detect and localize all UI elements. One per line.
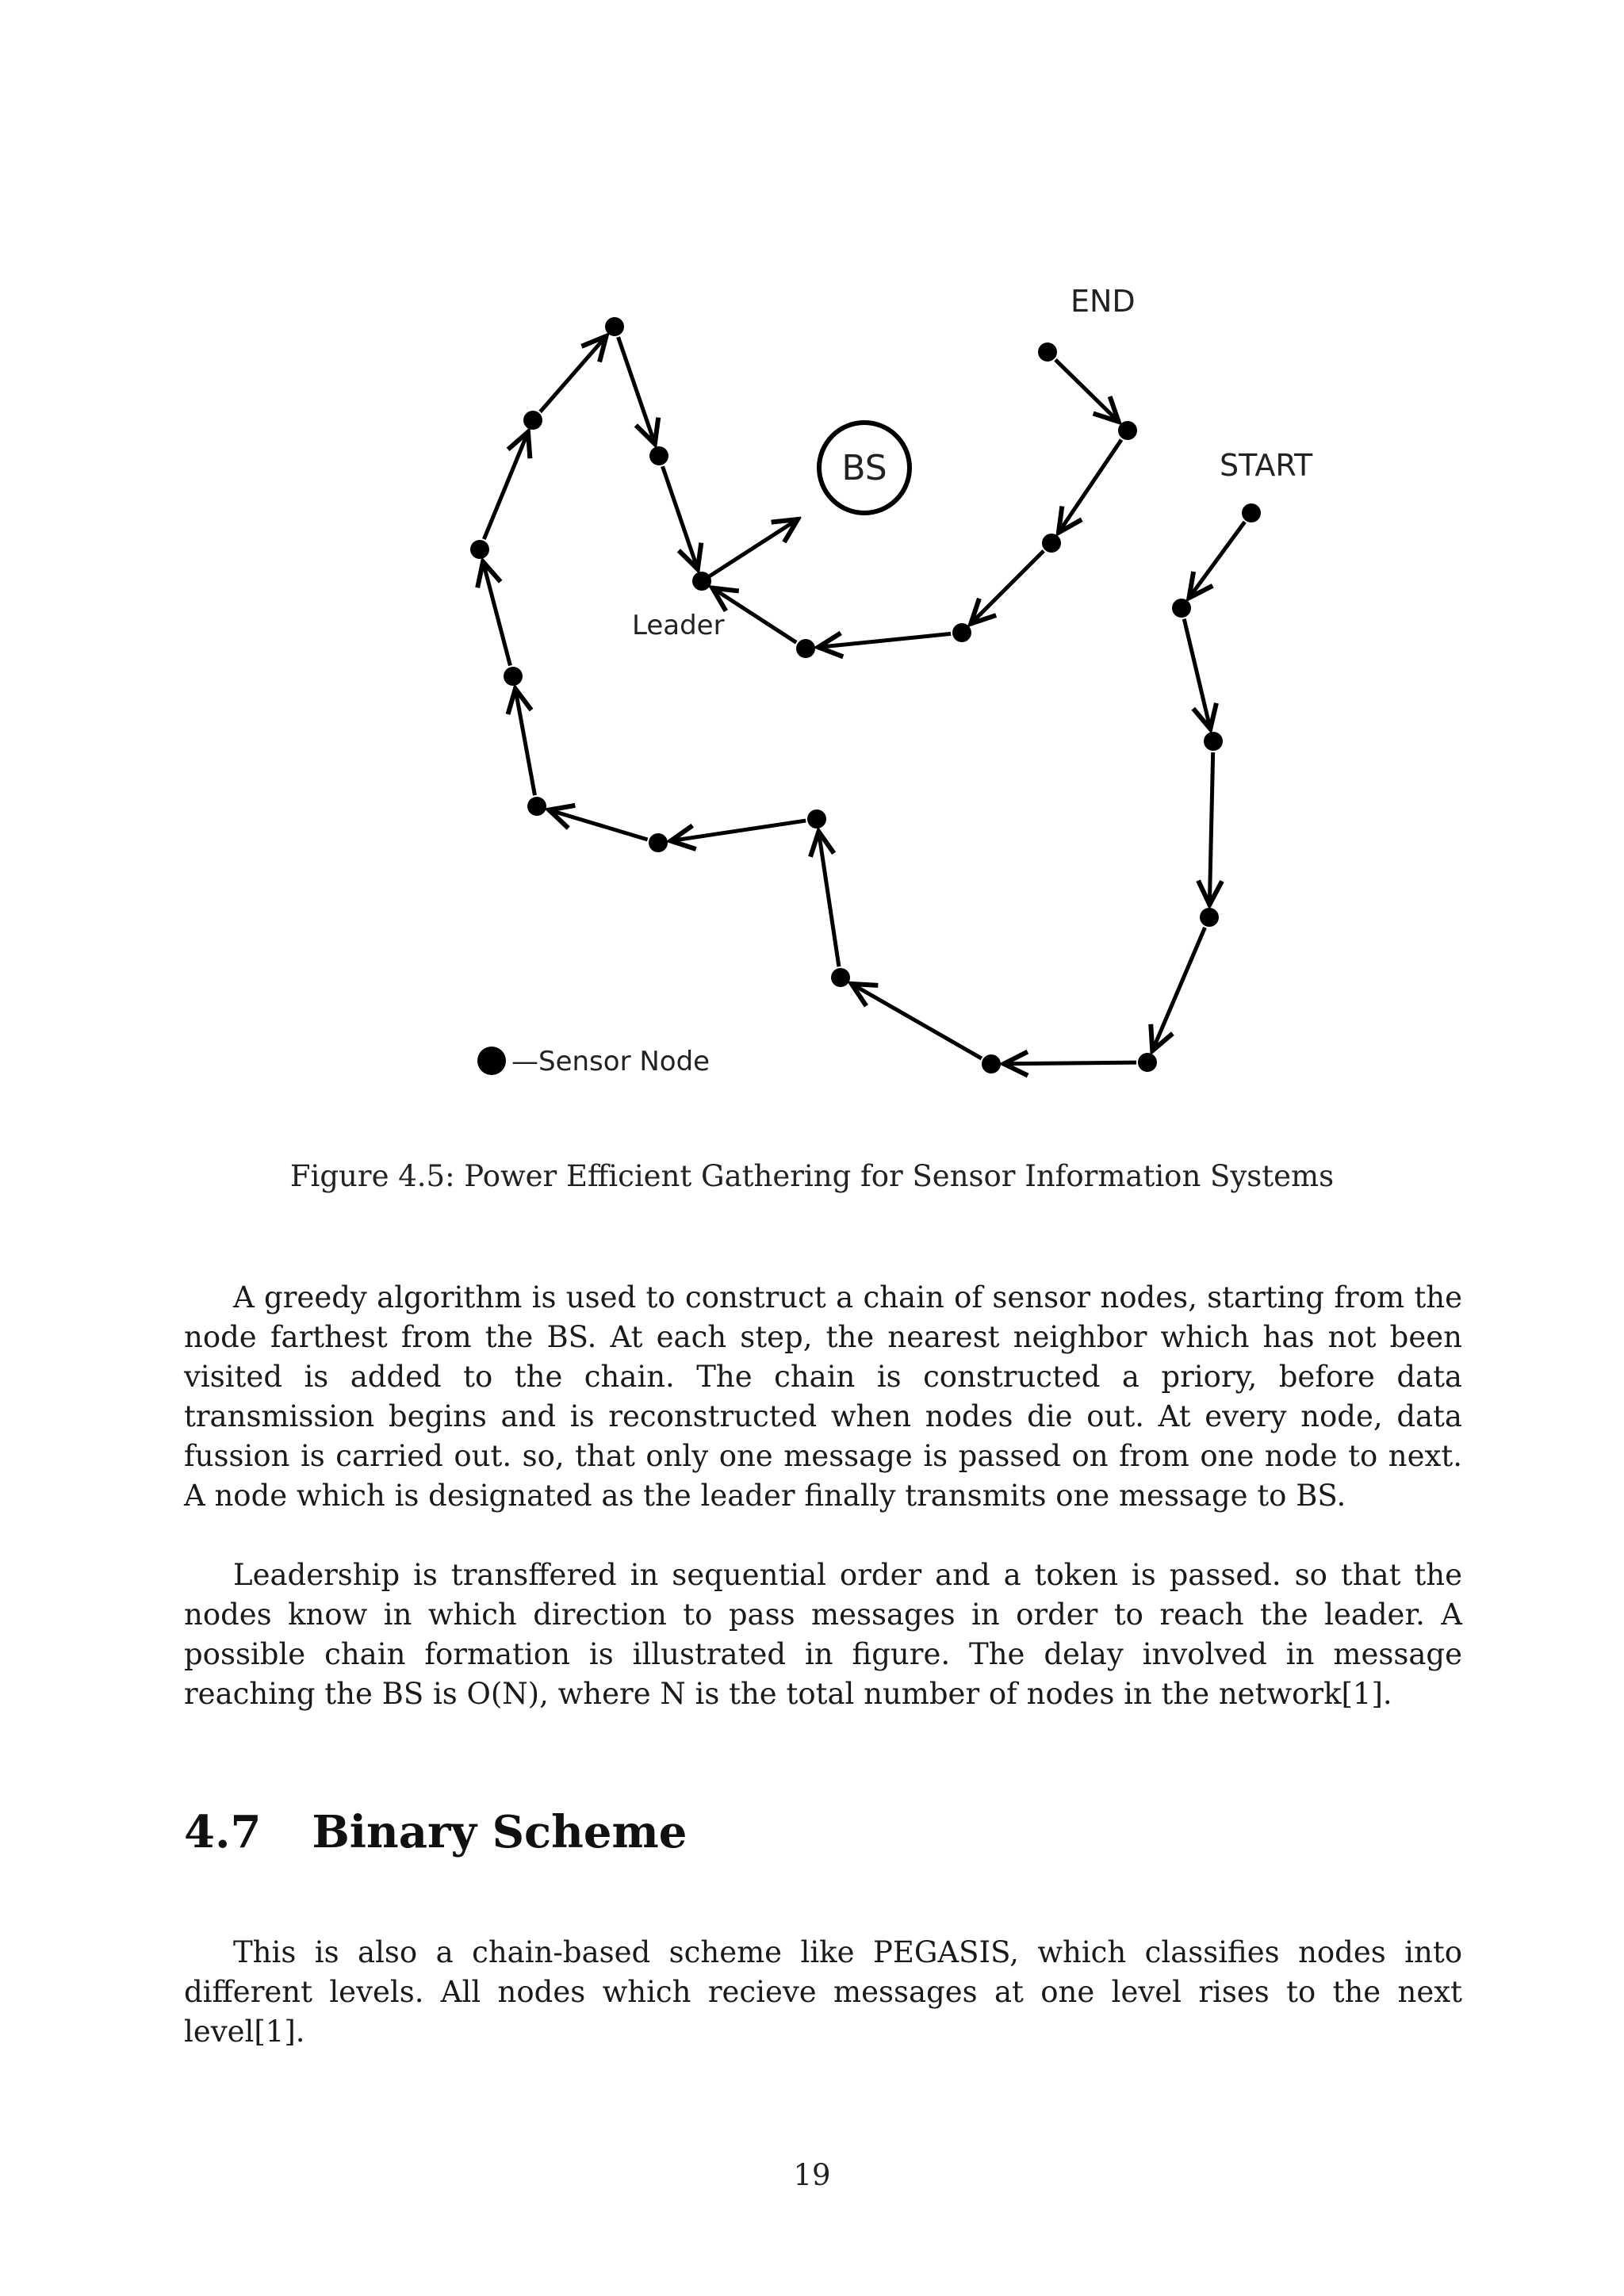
chain-link-5 — [852, 984, 982, 1058]
chain-link-4 — [1004, 1062, 1136, 1064]
sensor-node — [523, 411, 542, 430]
sensor-node — [796, 639, 815, 658]
start-label: START — [1220, 448, 1313, 483]
sensor-node — [1138, 1053, 1157, 1072]
sensor-node — [649, 833, 668, 852]
chain-link-19 — [712, 588, 796, 643]
figure-caption: Figure 4.5: Power Efficient Gathering for Sensor Information Systems — [289, 1159, 1335, 1193]
pegasis-chain-diagram — [444, 270, 1348, 1094]
sensor-node — [807, 809, 826, 828]
chain-link-17 — [971, 551, 1044, 624]
sensor-node — [982, 1054, 1001, 1073]
leader-to-bs-arrow — [702, 519, 798, 581]
paragraph-binary-scheme: This is also a chain-based scheme like PEGASIS, which classifies nodes into different levels. All nodes which recieve messages at one level rises to the next level[1]. — [184, 1935, 1462, 2049]
section-number: 4.7 — [184, 1806, 262, 1858]
sensor-node — [605, 317, 624, 336]
chain-link-15 — [1055, 360, 1119, 422]
end-node — [1038, 342, 1057, 362]
sensor-node — [952, 623, 971, 642]
sensor-node — [1200, 908, 1219, 927]
chain-link-0 — [1189, 522, 1244, 598]
sensor-node — [831, 968, 850, 987]
chain-link-7 — [671, 821, 806, 841]
legend-node-icon — [477, 1047, 506, 1075]
chain-link-11 — [484, 432, 528, 539]
sensor-node — [527, 797, 546, 816]
paragraph-leadership: Leadership is transffered in sequential order and a token is passed. so that the nodes know in which direction to pass messages in order to reach the leader. A possible chain formation is illustrated in figure. The delay involved in message reaching the BS is O(N), where N is the total number of nodes in the network[1]. — [184, 1558, 1462, 1711]
diagram-svg — [444, 270, 1348, 1094]
chain-link-9 — [515, 689, 535, 795]
chain-link-12 — [540, 336, 606, 411]
chain-link-6 — [818, 832, 839, 966]
chain-link-14 — [663, 466, 698, 569]
chain-link-13 — [619, 337, 655, 444]
sensor-node — [1042, 534, 1061, 553]
legend-label: —Sensor Node — [511, 1046, 710, 1077]
sensor-node — [1204, 732, 1223, 751]
end-label: END — [1071, 284, 1136, 319]
sensor-node — [1118, 421, 1137, 440]
section-title: Binary Scheme — [312, 1806, 688, 1858]
sensor-node — [470, 540, 489, 559]
chain-link-10 — [483, 561, 510, 665]
leader-label: Leader — [632, 610, 725, 641]
sensor-node — [1172, 599, 1191, 618]
sensor-node — [504, 667, 523, 686]
base-station-label: BS — [841, 448, 887, 488]
chain-link-16 — [1059, 440, 1121, 533]
chain-link-18 — [818, 633, 951, 647]
chain-link-8 — [549, 810, 647, 840]
paragraph-greedy-algorithm: A greedy algorithm is used to construct a chain of sensor nodes, starting from the node farthest from the BS. At each step, the nearest neighbor which has not been visited is added to the chain. The chain is constructed a priory, before data transmission begins and is reconstructed when nodes die out. At every node, data fussion is carried out. so, that only one message is passed on from one node to next. A node which is designated as the leader finally transmits one message to BS. — [184, 1280, 1462, 1513]
sensor-node — [649, 446, 668, 465]
page-number: 19 — [793, 2158, 831, 2192]
section-heading — [184, 1806, 687, 1858]
chain-link-2 — [1209, 752, 1212, 905]
chain-link-1 — [1184, 619, 1210, 729]
start-node — [1242, 503, 1261, 522]
chain-link-3 — [1152, 928, 1205, 1050]
